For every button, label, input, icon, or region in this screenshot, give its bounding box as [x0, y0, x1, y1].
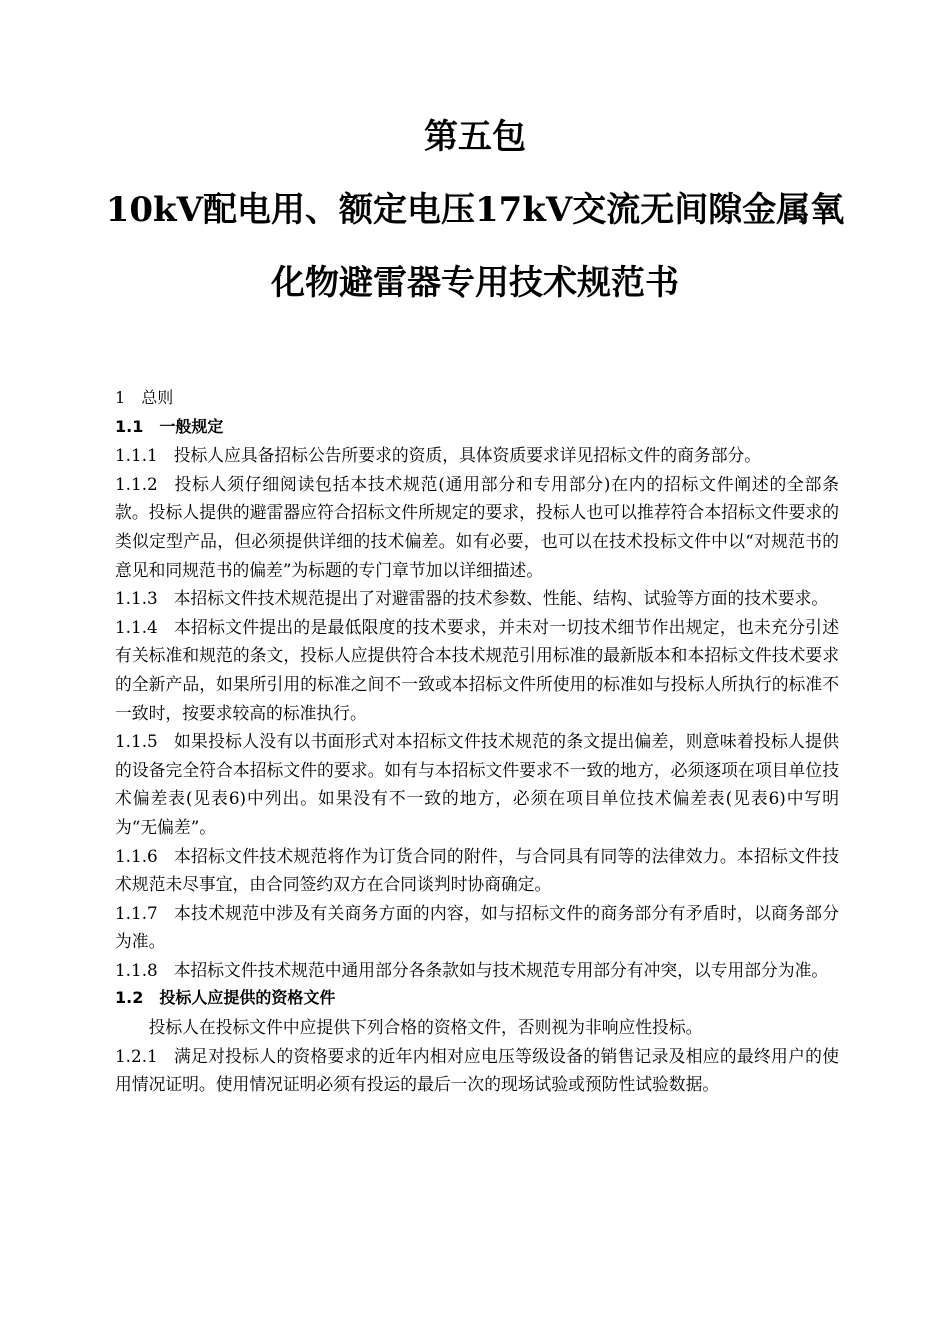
clause-number: 1.1.3 [115, 588, 158, 609]
clause-text: 本招标文件技术规范将作为订货合同的附件，与合同具有同等的法律效力。本招标文件技术规范未尽事宜，由合同签约双方在合同谈判时协商确定。 [115, 845, 839, 895]
clause-text: 满足对投标人的资格要求的近年内相对应电压等级设备的销售记录及相应的最终用户的使用情况证明。使用情况证明必须有投运的最后一次的现场试验或预防性试验数据。 [115, 1045, 839, 1095]
clause-text: 本招标文件技术规范提出了对避雷器的技术参数、性能、结构、试验等方面的技术要求。 [173, 588, 829, 609]
document-body [115, 384, 839, 1099]
clause-text: 投标人应具备招标公告所要求的资质，具体资质要求详见招标文件的商务部分。 [173, 445, 762, 466]
clause-1-1-5 [115, 727, 839, 841]
section-1-2-heading [115, 984, 839, 1013]
clause-number: 1.1.8 [115, 959, 158, 980]
section-title: 投标人应提供的资格文件 [159, 988, 336, 1008]
clause-1-1-3 [115, 584, 839, 613]
package-title: 第五包 [424, 117, 526, 157]
section-1-1-heading [115, 413, 839, 442]
clause-text: 如果投标人没有以书面形式对本招标文件技术规范的条文提出偏差，则意味着投标人提供的设备完全符合本招标文件的要求。如有与本招标文件要求不一致的地方，必须逐项在项目单位技术偏差表(见表6)中列出。如果没有不一致的地方，必须在项目单位技术偏差表(见表6)中写明为“无偏差”。 [115, 731, 839, 837]
section-number: 1.2 [115, 988, 144, 1008]
document-title-line-1: 10kV配电用、额定电压17kV交流无间隙金属氧 [105, 190, 845, 230]
clause-text: 投标人须仔细阅读包括本技术规范(通用部分和专用部分)在内的招标文件阐述的全部条款。投标人提供的避雷器应符合招标文件所规定的要求，投标人也可以推荐符合本招标文件要求的类似定型产品，但必须提供详细的技术偏差。如有必要，也可以在技术投标文件中以“对规范书的意见和同规范书的偏差”为标题的专门章节加以详细描述。 [115, 473, 839, 580]
section-title: 总则 [141, 388, 174, 407]
clause-1-1-2 [115, 470, 839, 584]
clause-number: 1.1.1 [115, 445, 158, 466]
clause-text: 本招标文件提出的是最低限度的技术要求，并未对一切技术细节作出规定，也未充分引述有关标准和规范的条文，投标人应提供符合本技术规范引用标准的最新版本和本招标文件技术要求的全新产品，如果所引用的标准之间不一致或本招标文件所使用的标准如与投标人所执行的标准不一致时，按要求较高的标准执行。 [115, 616, 839, 723]
clause-number: 1.1.4 [115, 616, 158, 637]
clause-number: 1.1.7 [115, 902, 158, 923]
section-number: 1.1 [115, 416, 144, 436]
section-title: 一般规定 [159, 416, 224, 436]
section-1-2-intro: 投标人在投标文件中应提供下列合格的资格文件，否则视为非响应性投标。 [148, 1017, 703, 1038]
clause-number: 1.1.2 [115, 473, 158, 494]
clause-number: 1.1.6 [115, 845, 158, 866]
clause-1-1-6 [115, 842, 839, 899]
title-block [0, 110, 950, 310]
clause-1-1-4 [115, 613, 839, 727]
clause-1-1-8 [115, 956, 839, 985]
clause-1-2-1 [115, 1042, 839, 1099]
clause-number: 1.2.1 [115, 1045, 158, 1066]
document-title-line-2: 化物避雷器专用技术规范书 [271, 263, 679, 303]
clause-text: 本技术规范中涉及有关商务方面的内容，如与招标文件的商务部分有矛盾时，以商务部分为准。 [115, 902, 839, 952]
section-number: 1 [115, 388, 126, 407]
clause-1-1-1 [115, 441, 839, 470]
clause-1-1-7 [115, 899, 839, 956]
clause-text: 本招标文件技术规范中通用部分各条款如与技术规范专用部分有冲突，以专用部分为准。 [173, 959, 829, 980]
section-1-heading [115, 384, 839, 413]
clause-number: 1.1.5 [115, 731, 158, 752]
